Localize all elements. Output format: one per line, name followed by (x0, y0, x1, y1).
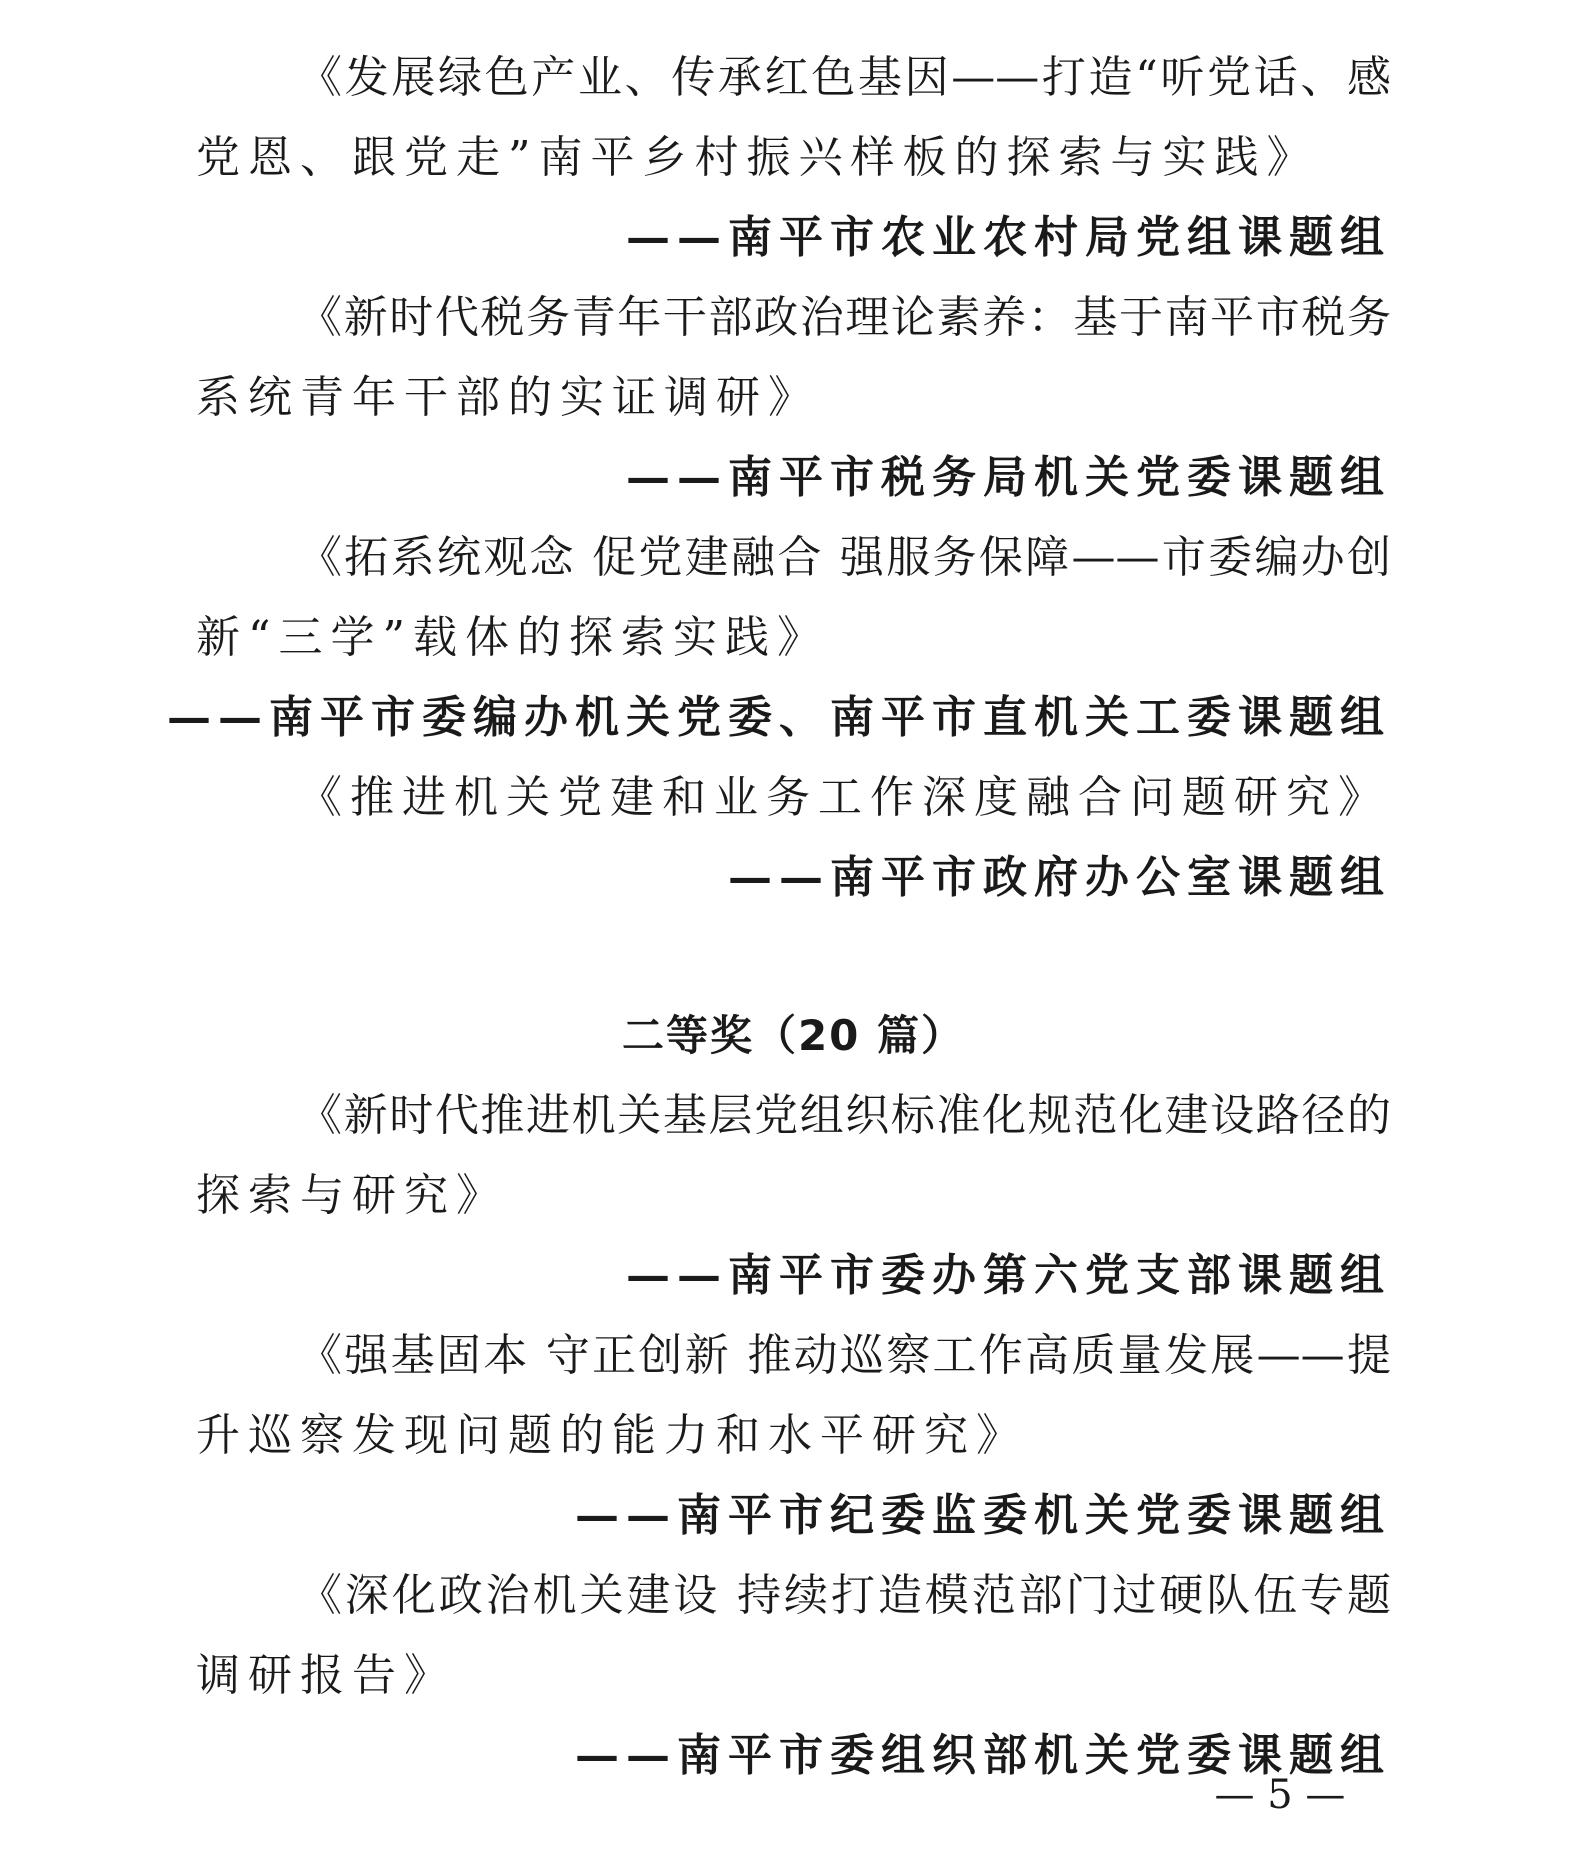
entry-title-line: 《强基固本 守正创新 推动巡察工作高质量发展——提 (298, 1330, 1391, 1381)
page-number: — 5 — (1214, 1772, 1346, 1818)
entry-title-line: 系统青年干部的实证调研》 (196, 372, 820, 423)
section-heading: 二等奖（20 篇） (621, 1011, 966, 1060)
entry-title-line: 探索与研究》 (196, 1170, 508, 1221)
entry-title-line: 《深化政治机关建设 持续打造模范部门过硬队伍专题 (298, 1570, 1391, 1621)
entry-title-line: 调研报告》 (196, 1650, 456, 1701)
entry-title-line: 《发展绿色产业、传承红色基因——打造“听党话、感 (298, 52, 1391, 103)
entry-author: ——南平市委编办机关党委、南平市直机关工委课题组 (167, 692, 1391, 743)
entry-author: ——南平市纪委监委机关党委课题组 (575, 1490, 1391, 1541)
entry-author: ——南平市税务局机关党委课题组 (626, 452, 1391, 503)
entry-title-line: 《拓系统观念 促党建融合 强服务保障——市委编办创 (298, 532, 1391, 583)
entry-author: ——南平市政府办公室课题组 (728, 852, 1391, 903)
entry-title-line: 《推进机关党建和业务工作深度融合问题研究》 (298, 772, 1390, 823)
entry-author: ——南平市委组织部机关党委课题组 (575, 1730, 1391, 1781)
entry-title-line: 党恩、跟党走”南平乡村振兴样板的探索与实践》 (196, 132, 1319, 183)
entry-author: ——南平市委办第六党支部课题组 (626, 1250, 1391, 1301)
entry-title-line: 升巡察发现问题的能力和水平研究》 (196, 1410, 1028, 1461)
entry-title-line: 《新时代推进机关基层党组织标准化规范化建设路径的 (298, 1090, 1391, 1141)
entry-title-line: 新“三学”载体的探索实践》 (196, 612, 829, 663)
entry-author: ——南平市农业农村局党组课题组 (626, 212, 1391, 263)
entry-title-line: 《新时代税务青年干部政治理论素养：基于南平市税务 (298, 292, 1391, 343)
